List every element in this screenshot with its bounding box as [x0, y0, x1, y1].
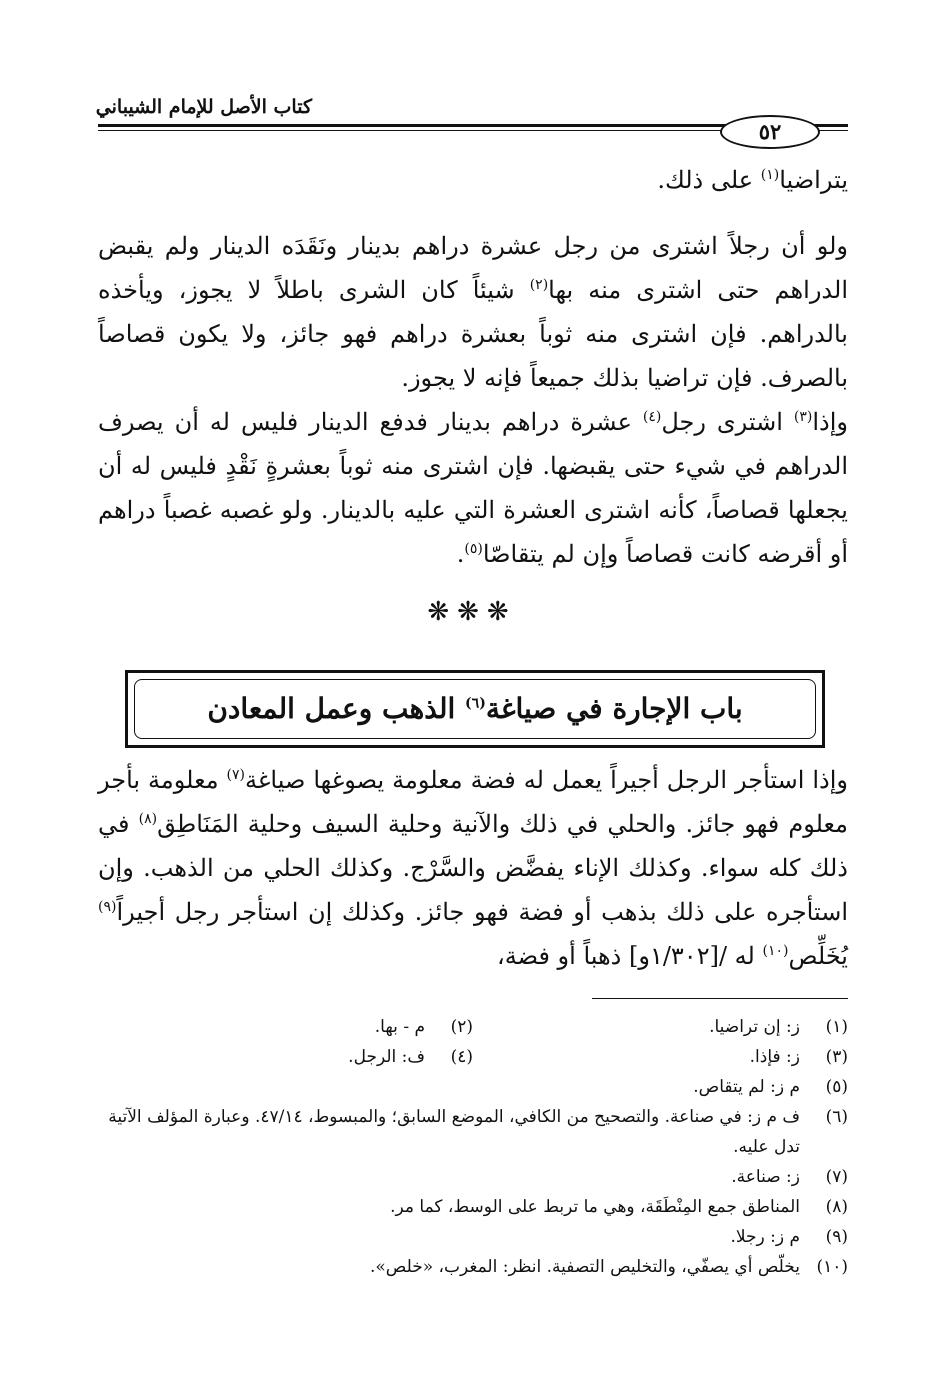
- footnote-number: (٣): [825, 1047, 848, 1067]
- paragraph-text: معلومة بأجر معلوم فهو جائز. والحلي في ذلك والآنية وحلية السيف وحلية المَنَاطِق: [98, 766, 848, 838]
- footnote-ref-8[interactable]: (٨): [138, 811, 158, 827]
- footnote-text: ف: الرجل.: [348, 1047, 425, 1067]
- footnote-number: (٦): [825, 1107, 848, 1127]
- paragraph-text: على ذلك.: [657, 166, 761, 194]
- footnote-ref-3[interactable]: (٣): [793, 409, 813, 425]
- paragraph-text: يتراضيا: [779, 166, 848, 194]
- footnote-10: [98, 1252, 848, 1282]
- paragraph-text: له /[١/٣٠٢و] ذهباً أو فضة،: [497, 942, 763, 970]
- paragraph-text: وإذا استأجر الرجل أجيراً يعمل له فضة معلومة يصوغها صياغة: [245, 766, 849, 794]
- footnote-6: [98, 1102, 848, 1162]
- chapter-heading-frame: [125, 670, 825, 748]
- footnote-ref-4[interactable]: (٤): [642, 409, 662, 425]
- footnote-number: (٥): [825, 1077, 848, 1097]
- running-title: كتاب الأصل للإمام الشيباني: [95, 96, 312, 118]
- footnote-2: [98, 1012, 473, 1042]
- footnote-text: ز: إن تراضيا.: [709, 1017, 800, 1037]
- paragraph-text: وإذا: [812, 408, 848, 436]
- footnote-text: م - بها.: [374, 1017, 425, 1037]
- footnote-ref-5[interactable]: (٥): [464, 541, 483, 557]
- footnote-number: (٤): [450, 1047, 473, 1067]
- footnote-8: [98, 1192, 848, 1222]
- paragraph-3: [98, 400, 848, 576]
- paragraph-2: [98, 224, 848, 400]
- footnotes: [98, 1012, 848, 1282]
- footnote-9: [98, 1222, 848, 1252]
- paragraph-4: [98, 758, 848, 978]
- footnote-ref-6[interactable]: (٦): [465, 695, 486, 712]
- paragraph-text: .: [456, 540, 465, 568]
- footnote-number: (١٠): [816, 1257, 848, 1277]
- footnote-row: [98, 1042, 848, 1072]
- footnote-ref-10[interactable]: (١٠): [762, 943, 789, 959]
- chapter-heading: [128, 687, 822, 731]
- footnote-number: (٨): [825, 1197, 848, 1217]
- footnote-separator: [592, 998, 848, 999]
- footnote-text: يخلّص أي يصفّي، والتخليص التصفية. انظر: المغرب، «خلص».: [369, 1257, 800, 1277]
- footnote-text: م ز: لم يتقاص.: [693, 1077, 800, 1097]
- paragraph-text: ولو أن رجلاً اشترى من رجل عشرة دراهم بدينار ونَقَدَه الدينار ولم يقبض الدراهم حتى اشترى منه بها: [98, 232, 848, 304]
- footnote-text: ز: صناعة.: [731, 1167, 800, 1187]
- paragraph-text: اشترى رجل: [661, 408, 794, 436]
- footnote-text: م ز: رجلا.: [730, 1227, 800, 1247]
- paragraph-1: [98, 158, 848, 202]
- paragraph-text: في ذلك كله سواء. وكذلك الإناء يفضَّض والسَّرْج. وكذلك الحلي من الذهب. وإن استأجره على ذلك بذهب أو فضة فهو جائز. وكذلك إن استأجر رجل أجيراً: [98, 810, 848, 926]
- heading-text: باب الإجارة في صياغة: [485, 692, 743, 725]
- footnote-number: (١): [825, 1017, 848, 1037]
- footnote-ref-9[interactable]: (٩): [98, 899, 117, 915]
- footnote-5: [98, 1072, 848, 1102]
- page-number: ٥٢: [720, 115, 820, 149]
- footnote-1: [473, 1012, 848, 1042]
- footnote-ref-2[interactable]: (٢): [529, 277, 549, 293]
- footnote-3: [473, 1042, 848, 1072]
- section-ornament: ❋❋❋: [427, 597, 517, 627]
- footnote-text: ز: فإذا.: [749, 1047, 800, 1067]
- footnote-number: (٩): [825, 1227, 848, 1247]
- footnote-number: (٧): [825, 1167, 848, 1187]
- footnote-text: ف م ز: في صناعة. والتصحيح من الكافي، الموضع السابق؛ والمبسوط، ٤٧/١٤. وعبارة المؤلف الآتية تدل عليه.: [108, 1107, 800, 1157]
- footnote-ref-1[interactable]: (١): [760, 167, 780, 183]
- paragraph-text: عشرة دراهم بدينار فدفع الدينار فليس له أن يصرف الدراهم في شيء حتى يقبضها. فإن اشترى منه ثوباً بعشرةٍ نَقْدٍ فليس له أن يجعلها قصاصاً، كأنه اشترى العشرة التي عليه بالدينار. ولو غصبه غصباً دراهم أو أقرضه كانت قصاصاً وإن لم يتقاصّا: [98, 408, 848, 568]
- paragraph-text: يُخَلِّص: [788, 942, 848, 970]
- footnote-text: المناطق جمع المِنْطَقَة، وهي ما تربط على الوسط، كما مر.: [390, 1197, 800, 1217]
- footnote-4: [98, 1042, 473, 1072]
- footnote-row: [98, 1012, 848, 1042]
- paragraph-text: شيئاً كان الشرى باطلاً لا يجوز، ويأخذه بالدراهم. فإن اشترى منه ثوباً بعشرة دراهم فهو جائز، ولا يكون قصاصاً بالصرف. فإن تراضيا بذلك جميعاً فإنه لا يجوز.: [98, 276, 848, 392]
- footnote-ref-7[interactable]: (٧): [226, 767, 245, 783]
- footnote-number: (٢): [450, 1017, 473, 1037]
- heading-text: الذهب وعمل المعادن: [207, 692, 466, 725]
- footnote-7: [98, 1162, 848, 1192]
